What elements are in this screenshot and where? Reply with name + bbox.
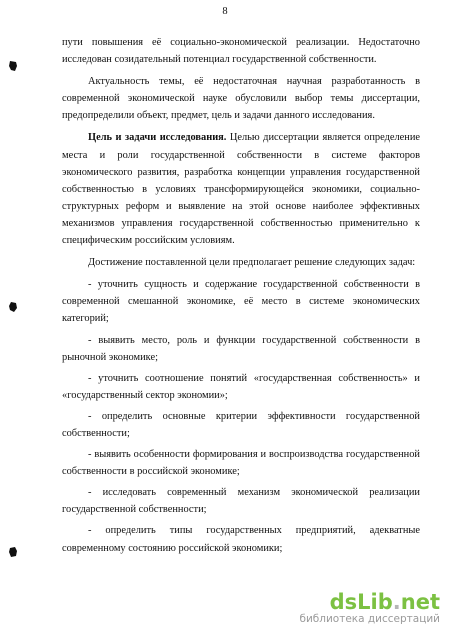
- paragraph-continuation: пути повышения её социально-экономической реализации. Недостаточно исследован созидательный потенциал государственной собственности.: [62, 37, 420, 66]
- watermark-logo: dsLib.net: [329, 590, 440, 614]
- paragraph-relevance: Актуальность темы, её недостаточная научная разработанность в современной экономической науке обусловили выбор темы диссертации, предопределили объект, предмет, цель и задачи данного исследования.: [62, 76, 420, 122]
- binder-hole-icon: [8, 301, 18, 313]
- task-item: - определить типы государственных предприятий, адекватные современному состоянию российской экономики;: [62, 525, 420, 554]
- paragraph-tasks-intro: Достижение поставленной цели предполагает решение следующих задач:: [88, 257, 416, 269]
- task-item: - выявить место, роль и функции государственной собственности в рыночной экономике;: [62, 334, 420, 363]
- goal-text: Целью диссертации является определение места и роли государственной собственности в системе факторов экономического развития, разработка концепции управления государственной собственностью в условиях трансформирующейся экономики, социально-структурных реформ и выявление на этой основе наиболее эффективных механизмов управления государственной собственностью применительно к специфическим российским условиям.: [62, 132, 420, 247]
- goal-heading: Цель и задачи исследования.: [88, 132, 227, 144]
- watermark: [299, 591, 440, 625]
- task-item: - определить основные критерии эффективности государственной собственности;: [62, 410, 420, 439]
- task-item: - выявить особенности формирования и воспроизводства государственной собственности в российской экономике;: [62, 449, 420, 478]
- document-body: [62, 34, 420, 561]
- page-number: 8: [222, 6, 228, 17]
- binder-hole-icon: [8, 546, 18, 558]
- task-item: - уточнить соотношение понятий «государственная собственность» и «государственный сектор экономии»;: [62, 372, 420, 401]
- task-item: - уточнить сущность и содержание государственной собственности в современной смешанной экономике, её место в системе экономических категорий;: [62, 279, 420, 325]
- watermark-tagline: библиотека диссертаций: [299, 613, 440, 625]
- task-item: - исследовать современный механизм экономической реализации государственной собственности;: [62, 487, 420, 516]
- paragraph-goal: [62, 129, 420, 249]
- binder-hole-icon: [8, 60, 18, 72]
